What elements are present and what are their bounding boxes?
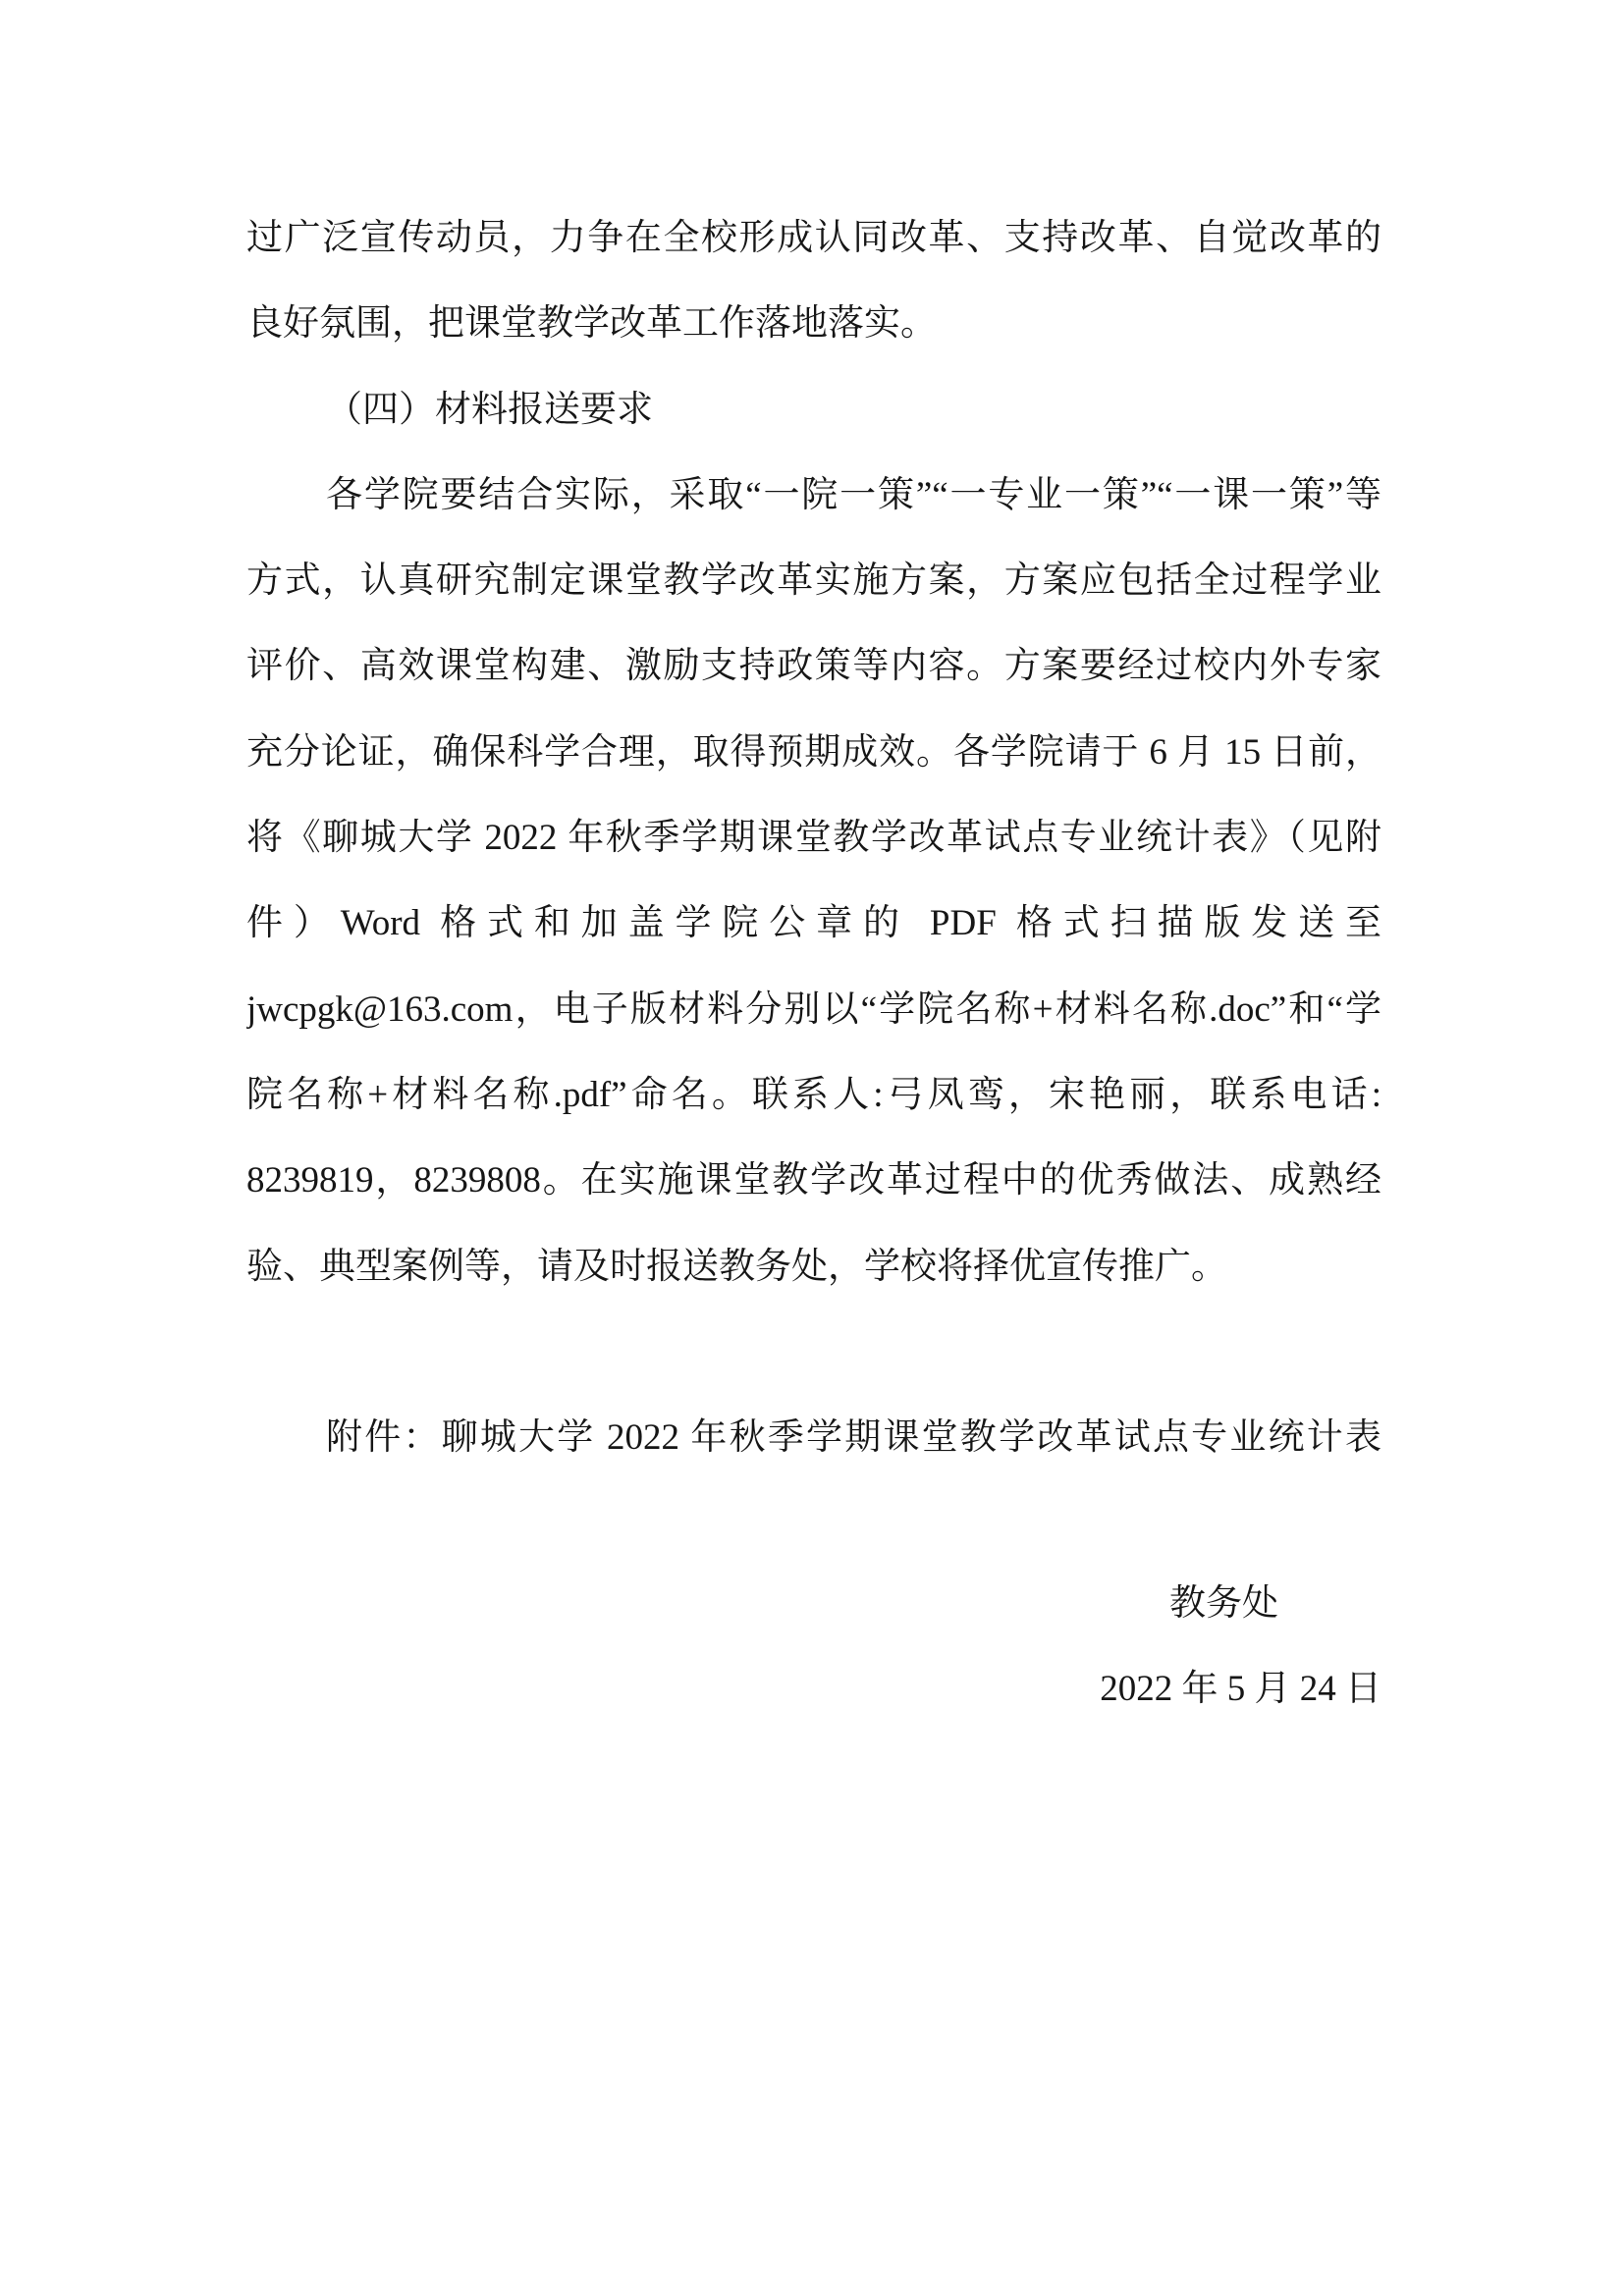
blank-line [246, 1480, 1381, 1566]
paragraph-line: 充分论证，确保科学合理，取得预期成效。各学院请于 6 月 15 日前， [246, 731, 1381, 773]
paragraph-line: 件）Word 格式和加盖学院公章的 PDF 格式扫描版发送至 [246, 903, 1381, 944]
attachment-note: 附件：聊城大学 2022 年秋季学期课堂教学改革试点专业统计表 [326, 1417, 1381, 1459]
signature-block [246, 1561, 1381, 1733]
paragraph-line: 8239819，8239808。在实施课堂教学改革过程中的优秀做法、成熟经 [246, 1160, 1381, 1201]
submission-requirements-paragraph [246, 453, 1381, 1309]
paragraph-line: jwcpgk@163.com，电子版材料分别以“学院名称+材料名称.doc”和“学 [246, 988, 1381, 1030]
blank-line [246, 1309, 1381, 1395]
paragraph-line: 良好氛围，把课堂教学改革工作落地落实。 [246, 303, 937, 345]
paragraph-line: 将《聊城大学 2022 年秋季学期课堂教学改革试点专业统计表》（见附 [246, 818, 1381, 859]
document-body [246, 195, 1381, 1732]
paragraph-line: 方式，认真研究制定课堂教学改革实施方案，方案应包括全过程学业 [246, 561, 1381, 602]
paragraph-line: 评价、高效课堂构建、激励支持政策等内容。方案要经过校内外专家 [246, 646, 1381, 687]
issuer-name: 教务处 [1169, 1582, 1278, 1624]
paragraph-line: 验、典型案例等，请及时报送教务处，学校将择优宣传推广。 [246, 1246, 1227, 1287]
section-heading: （四）材料报送要求 [326, 389, 653, 430]
paragraph-line: 院名称+材料名称.pdf”命名。联系人:弓凤鸾，宋艳丽，联系电话: [246, 1074, 1381, 1115]
paragraph-line: 过广泛宣传动员，力争在全校形成认同改革、支持改革、自觉改革的 [246, 218, 1381, 258]
issue-date: 2022 年 5 月 24 日 [1100, 1669, 1381, 1710]
continued-paragraph [246, 195, 1381, 367]
paragraph-line: 各学院要结合实际，采取“一院一策”“一专业一策”“一课一策”等 [326, 474, 1381, 515]
